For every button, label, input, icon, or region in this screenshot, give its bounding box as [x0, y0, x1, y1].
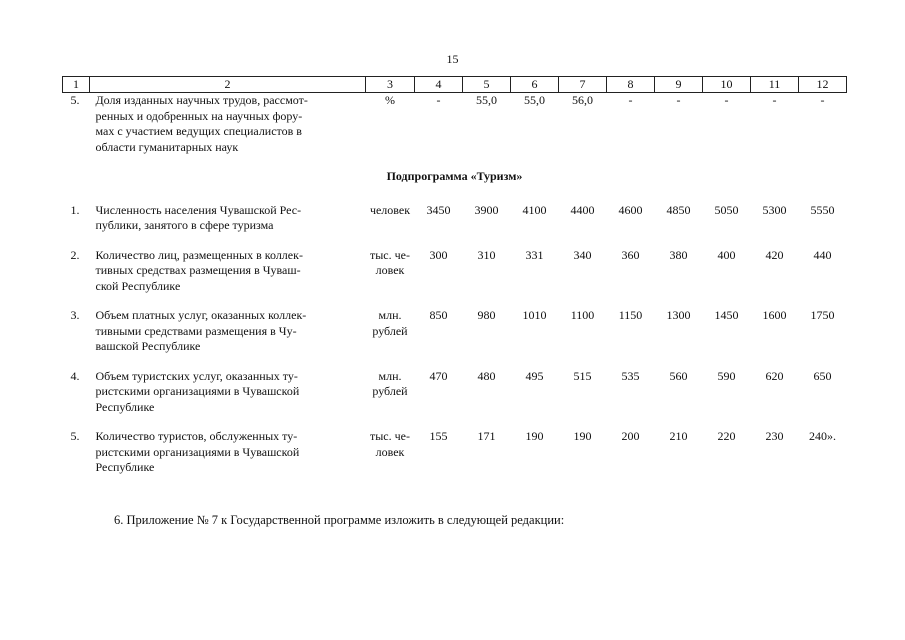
row-spacer	[63, 355, 847, 369]
value-cell: 230	[765, 429, 784, 443]
row-number: 5.	[70, 93, 80, 107]
row-number: 2.	[70, 247, 80, 262]
value-cell: 3900	[474, 202, 499, 217]
text-line: ловек	[375, 263, 405, 277]
value-cell: 495	[525, 368, 544, 383]
value-cell: 4850	[666, 202, 691, 217]
value-cell: -	[628, 93, 633, 107]
table-row	[63, 203, 847, 234]
value-cell: 590	[717, 368, 736, 383]
value-cell: 440	[813, 247, 832, 262]
row-number: 5.	[70, 429, 80, 443]
row-number: 1.	[70, 202, 80, 217]
text-line: тивными средствами размещения в Чу-	[95, 323, 297, 338]
value-cell: -	[820, 93, 825, 107]
value-cell: 4600	[618, 202, 643, 217]
value-cell: 1150	[618, 308, 643, 322]
value-cell: 515	[573, 368, 592, 383]
text-line: рублей	[372, 384, 408, 398]
column-header: 4	[415, 77, 463, 93]
column-header: 2	[90, 77, 366, 93]
value-cell: 650	[813, 368, 832, 383]
value-cell: 1100	[570, 308, 595, 322]
value-cell: 171	[477, 429, 496, 443]
text-line: мах с участием ведущих специалистов в	[95, 124, 302, 138]
text-line: млн.	[378, 368, 402, 383]
text-line: ловек	[375, 444, 405, 459]
value-cell: 190	[573, 429, 592, 443]
value-cell: 400	[717, 247, 736, 262]
row-number: 4.	[70, 368, 80, 383]
column-header: 9	[655, 77, 703, 93]
value-cell: 1450	[714, 308, 739, 322]
value-cell: 210	[669, 429, 688, 443]
text-line: Доля изданных научных трудов, рассмот-	[95, 93, 308, 107]
value-cell: 1750	[810, 308, 835, 322]
unit-of-measure	[366, 369, 415, 416]
text-line: тивных средствах размещения в Чуваш-	[95, 263, 301, 277]
indicator-name	[90, 429, 366, 476]
text-line: рублей	[372, 323, 408, 338]
value-cell: 560	[669, 368, 688, 383]
value-cell: -	[676, 93, 681, 107]
unit-of-measure	[366, 203, 415, 234]
value-cell: 1300	[666, 308, 691, 322]
unit-of-measure	[366, 93, 415, 156]
value-cell: 620	[765, 368, 784, 383]
text-line: публики, занятого в сфере туризма	[95, 218, 274, 232]
value-cell: -	[772, 93, 777, 107]
value-cell: 980	[477, 308, 496, 322]
value-cell: 4400	[570, 202, 595, 217]
text-line: Численность населения Чувашской Рес-	[95, 202, 302, 217]
indicator-name	[90, 308, 366, 355]
unit-of-measure	[366, 429, 415, 476]
value-cell: 480	[477, 368, 496, 383]
text-line: Объем туристских услуг, оказанных ту-	[95, 368, 298, 383]
value-cell: 331	[525, 247, 544, 262]
column-header: 5	[463, 77, 511, 93]
text-line: Республике	[95, 399, 155, 414]
page-number: 15	[446, 52, 459, 66]
value-cell: 5550	[810, 202, 835, 217]
column-header: 12	[799, 77, 847, 93]
table-row	[63, 248, 847, 295]
row-spacer	[63, 234, 847, 248]
value-cell: -	[436, 93, 441, 107]
value-cell: 5050	[714, 202, 739, 217]
subprogram-row	[63, 155, 847, 203]
unit-of-measure	[366, 308, 415, 355]
value-cell: 220	[717, 429, 736, 443]
value-cell: 1600	[762, 308, 787, 322]
value-cell: 155	[429, 429, 448, 443]
column-header: 6	[511, 77, 559, 93]
text-line: Количество лиц, размещенных в коллек-	[95, 247, 303, 262]
text-line: млн.	[378, 308, 402, 322]
value-cell: 190	[525, 429, 544, 443]
table-row	[63, 93, 847, 156]
text-line: ской Республике	[95, 278, 181, 293]
value-cell: 340	[573, 247, 592, 262]
value-cell: 200	[621, 429, 640, 443]
column-header: 8	[607, 77, 655, 93]
row-spacer	[63, 415, 847, 429]
value-cell: -	[724, 93, 729, 107]
text-line: Количество туристов, обслуженных ту-	[95, 429, 298, 443]
value-cell: 850	[429, 308, 448, 322]
value-cell: 420	[765, 247, 784, 262]
value-cell: 470	[429, 368, 448, 383]
column-header: 7	[559, 77, 607, 93]
column-header: 1	[63, 77, 90, 93]
table-row	[63, 369, 847, 416]
value-cell: 1010	[522, 308, 547, 322]
spacer-cell	[63, 294, 847, 308]
text-line: ренных и одобренных на научных фору-	[95, 108, 303, 123]
spacer-cell	[63, 415, 847, 429]
table-row	[63, 429, 847, 476]
value-cell: 310	[477, 247, 496, 262]
text-line: ристскими организациями в Чувашской	[95, 384, 300, 398]
column-header: 3	[366, 77, 415, 93]
table-header	[63, 77, 847, 93]
column-header: 11	[751, 77, 799, 93]
text-line: Объем платных услуг, оказанных коллек-	[95, 308, 307, 322]
value-cell: 3450	[426, 202, 451, 217]
indicator-name	[90, 93, 366, 156]
value-cell: 360	[621, 247, 640, 262]
text-line: тыс. че-	[370, 429, 410, 443]
text-line: области гуманитарных наук	[95, 139, 239, 154]
text-line: %	[385, 93, 395, 107]
subprogram-title: Подпрограмма «Туризм»	[386, 169, 523, 183]
table-row	[63, 308, 847, 355]
text-line: ристскими организациями в Чувашской	[95, 444, 300, 459]
value-cell: 380	[669, 247, 688, 262]
spacer-cell	[63, 355, 847, 369]
indicator-name	[90, 248, 366, 295]
indicator-name	[90, 369, 366, 416]
value-cell: 56,0	[572, 93, 593, 107]
text-line: вашской Республике	[95, 339, 201, 353]
value-cell: 300	[429, 247, 448, 262]
spacer-cell	[63, 234, 847, 248]
footer-paragraph: 6. Приложение № 7 к Государственной программе изложить в следующей редакции:	[114, 513, 565, 527]
unit-of-measure	[366, 248, 415, 295]
row-spacer	[63, 294, 847, 308]
row-number: 3.	[70, 308, 80, 322]
value-cell: 240».	[809, 429, 836, 443]
column-header: 10	[703, 77, 751, 93]
text-line: Республике	[95, 460, 155, 474]
value-cell: 55,0	[524, 93, 545, 107]
text-line: человек	[369, 202, 411, 217]
value-cell: 55,0	[476, 93, 497, 107]
indicators-table	[62, 76, 847, 476]
value-cell: 535	[621, 368, 640, 383]
value-cell: 5300	[762, 202, 787, 217]
indicator-name	[90, 203, 366, 234]
text-line: тыс. че-	[370, 247, 410, 262]
value-cell: 4100	[522, 202, 547, 217]
table-body	[63, 93, 847, 476]
